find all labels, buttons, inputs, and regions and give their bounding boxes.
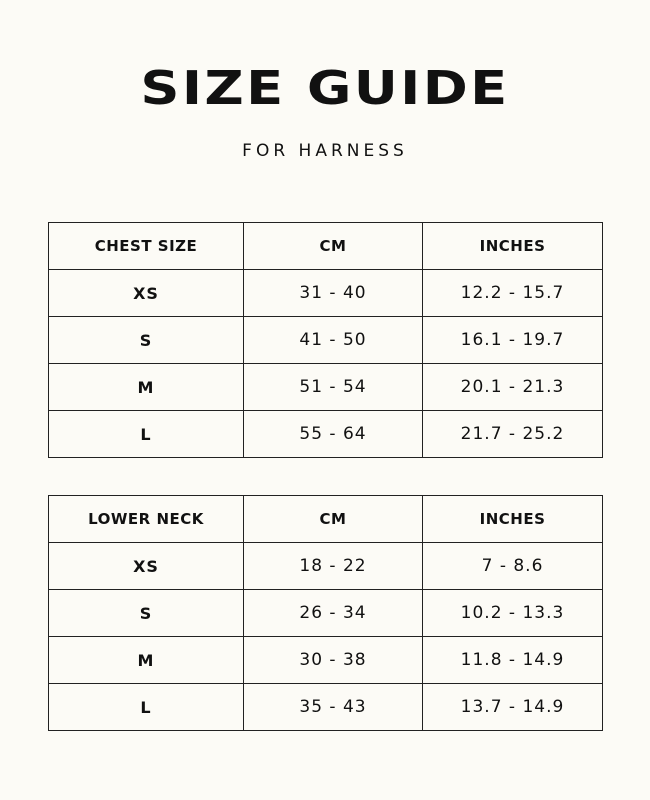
size-cell: M <box>49 364 244 411</box>
column-header-lower-neck: LOWER NECK <box>49 496 244 543</box>
column-header-chest-size: CHEST SIZE <box>49 223 244 270</box>
table-row <box>49 270 603 317</box>
column-header-cm: CM <box>244 496 423 543</box>
table-row <box>49 637 603 684</box>
size-cell: L <box>49 684 244 731</box>
inches-cell: 20.1 - 21.3 <box>423 364 603 411</box>
size-cell: S <box>49 590 244 637</box>
table-row <box>49 684 603 731</box>
cm-cell: 26 - 34 <box>244 590 423 637</box>
table-row <box>49 317 603 364</box>
inches-cell: 7 - 8.6 <box>423 543 603 590</box>
size-cell: XS <box>49 270 244 317</box>
table-header-row <box>49 223 603 270</box>
cm-cell: 55 - 64 <box>244 411 423 458</box>
table-header-row <box>49 496 603 543</box>
table-row <box>49 543 603 590</box>
inches-cell: 16.1 - 19.7 <box>423 317 603 364</box>
column-header-inches: INCHES <box>423 496 603 543</box>
table-row <box>49 411 603 458</box>
cm-cell: 41 - 50 <box>244 317 423 364</box>
cm-cell: 31 - 40 <box>244 270 423 317</box>
cm-cell: 18 - 22 <box>244 543 423 590</box>
inches-cell: 12.2 - 15.7 <box>423 270 603 317</box>
chest-size-table <box>48 222 603 458</box>
column-header-inches: INCHES <box>423 223 603 270</box>
cm-cell: 51 - 54 <box>244 364 423 411</box>
size-cell: S <box>49 317 244 364</box>
table-row <box>49 590 603 637</box>
table-row <box>49 364 603 411</box>
column-header-cm: CM <box>244 223 423 270</box>
inches-cell: 21.7 - 25.2 <box>423 411 603 458</box>
size-cell: L <box>49 411 244 458</box>
inches-cell: 11.8 - 14.9 <box>423 637 603 684</box>
inches-cell: 10.2 - 13.3 <box>423 590 603 637</box>
page-title: SIZE GUIDE <box>140 61 510 115</box>
cm-cell: 35 - 43 <box>244 684 423 731</box>
page-subtitle: FOR HARNESS <box>242 141 408 161</box>
cm-cell: 30 - 38 <box>244 637 423 684</box>
size-cell: M <box>49 637 244 684</box>
size-cell: XS <box>49 543 244 590</box>
lower-neck-table <box>48 495 603 731</box>
inches-cell: 13.7 - 14.9 <box>423 684 603 731</box>
